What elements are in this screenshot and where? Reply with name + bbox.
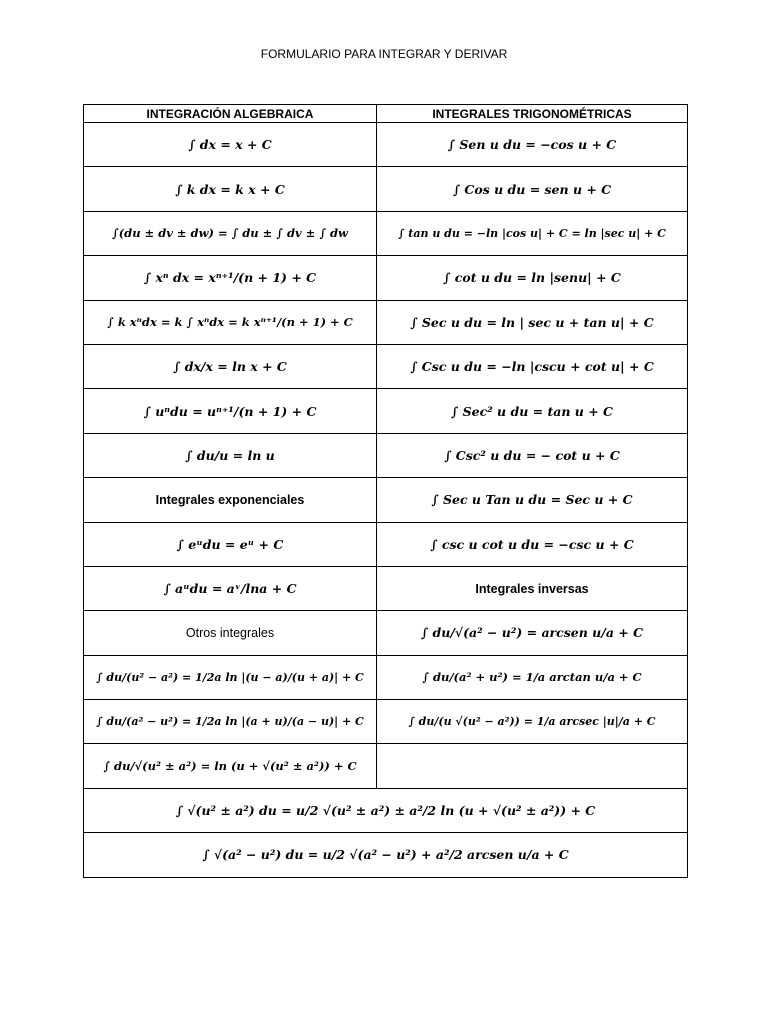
formula-cell: ∫ du/√(u² ± a²) = ln (u + √(u² ± a²)) + C (84, 744, 377, 788)
header-algebraic-integration: INTEGRACIÓN ALGEBRAICA (84, 105, 377, 123)
table-row (84, 344, 688, 388)
formula-cell: ∫ Sec² u du = tan u + C (377, 389, 688, 433)
table-header-row (84, 105, 688, 123)
formula-cell: ∫ dx/x = ln x + C (84, 344, 377, 388)
table-row (84, 123, 688, 167)
formula-cell: ∫ du/(a² − u²) = 1/2a ln |(a + u)/(a − u)| + C (84, 700, 377, 744)
formula-table (83, 104, 688, 878)
table-row (84, 167, 688, 211)
table-row (84, 700, 688, 744)
formula-cell: ∫ Sen u du = −cos u + C (377, 123, 688, 167)
section-label-exponential: Integrales exponenciales (84, 478, 377, 522)
section-label-inverse: Integrales inversas (377, 566, 688, 610)
formula-cell: ∫ xⁿ dx = xⁿ⁺¹/(n + 1) + C (84, 256, 377, 300)
formula-cell: ∫ Csc u du = −ln |cscu + cot u| + C (377, 344, 688, 388)
table-row-full (84, 788, 688, 832)
table-row (84, 478, 688, 522)
formula-cell-full: ∫ √(u² ± a²) du = u/2 √(u² ± a²) ± a²/2 ln (u + √(u² ± a²)) + C (84, 788, 688, 832)
formula-cell: ∫ dx = x + C (84, 123, 377, 167)
table-row (84, 522, 688, 566)
formula-cell: ∫ Sec u Tan u du = Sec u + C (377, 478, 688, 522)
table-row (84, 433, 688, 477)
table-row (84, 611, 688, 655)
formula-cell: ∫ tan u du = −ln |cos u| + C = ln |sec u| + C (377, 211, 688, 255)
empty-cell (377, 744, 688, 788)
formula-cell: ∫ du/(a² + u²) = 1/a arctan u/a + C (377, 655, 688, 699)
table-row (84, 566, 688, 610)
formula-cell: ∫ k dx = k x + C (84, 167, 377, 211)
formula-cell: ∫ uⁿdu = uⁿ⁺¹/(n + 1) + C (84, 389, 377, 433)
section-label-others: Otros integrales (84, 611, 377, 655)
formula-cell: ∫ eᵘdu = eᵘ + C (84, 522, 377, 566)
formula-cell: ∫ Cos u du = sen u + C (377, 167, 688, 211)
formula-cell: ∫ du/√(a² − u²) = arcsen u/a + C (377, 611, 688, 655)
formula-cell: ∫(du ± dv ± dw) = ∫ du ± ∫ dv ± ∫ dw (84, 211, 377, 255)
table-row (84, 655, 688, 699)
table-row (84, 744, 688, 788)
table-row (84, 300, 688, 344)
table-row (84, 389, 688, 433)
table-row (84, 211, 688, 255)
formula-cell: ∫ aᵘdu = aᵛ/lna + C (84, 566, 377, 610)
formula-cell: ∫ du/(u √(u² − a²)) = 1/a arcsec |u|/a + C (377, 700, 688, 744)
formula-cell: ∫ csc u cot u du = −csc u + C (377, 522, 688, 566)
formula-cell: ∫ du/(u² − a²) = 1/2a ln |(u − a)/(u + a)| + C (84, 655, 377, 699)
formula-cell-full: ∫ √(a² − u²) du = u/2 √(a² − u²) + a²/2 arcsen u/a + C (84, 833, 688, 877)
table-row (84, 256, 688, 300)
page-title: FORMULARIO PARA INTEGRAR Y DERIVAR (260, 47, 508, 61)
formula-cell: ∫ Csc² u du = − cot u + C (377, 433, 688, 477)
formula-cell: ∫ Sec u du = ln | sec u + tan u| + C (377, 300, 688, 344)
formula-cell: ∫ cot u du = ln |senu| + C (377, 256, 688, 300)
formula-cell: ∫ k xⁿdx = k ∫ xⁿdx = k xⁿ⁺¹/(n + 1) + C (84, 300, 377, 344)
formula-cell: ∫ du/u = ln u (84, 433, 377, 477)
table-row-full (84, 833, 688, 877)
header-trigonometric-integrals: INTEGRALES TRIGONOMÉTRICAS (377, 105, 688, 123)
